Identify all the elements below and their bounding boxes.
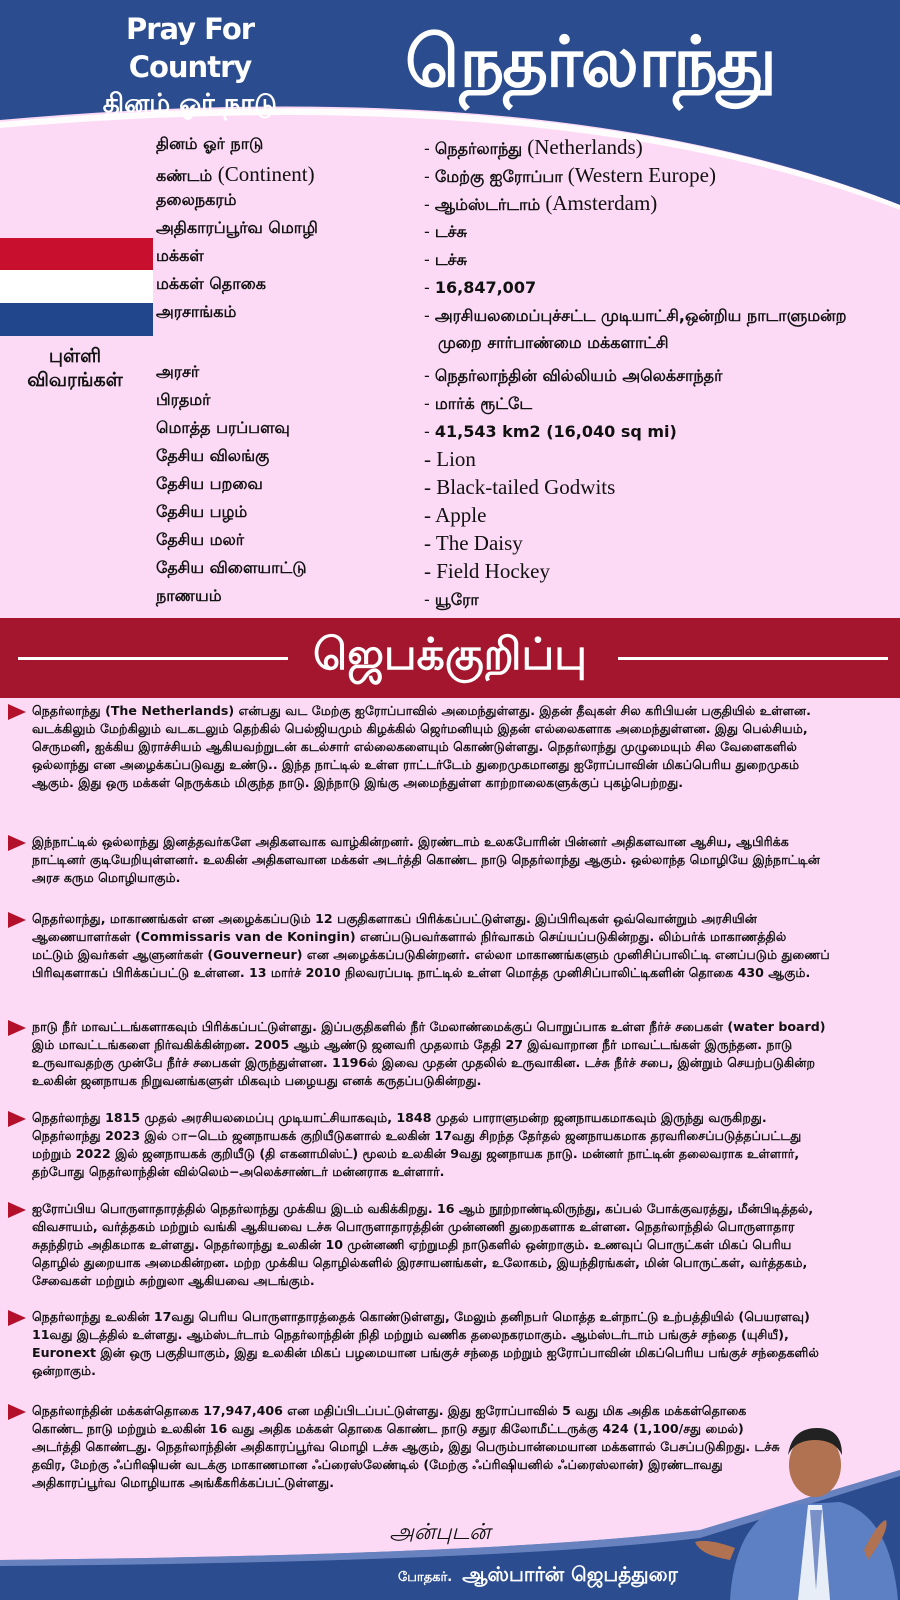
fact-key: தலைநகரம்	[156, 190, 237, 209]
fact-value: - அரசியலமைப்புச்சட்ட முடியாட்சி,ஒன்றிய நாடாளுமன்ற முறை சார்பாண்மை மக்களாட்சி	[424, 306, 847, 352]
bullet-arrow-icon	[8, 1404, 26, 1420]
fact-value: - Field Hockey	[424, 559, 550, 583]
bullet-arrow-icon	[8, 1310, 26, 1326]
fact-key: தேசிய பறவை	[156, 474, 263, 493]
paragraph: நெதர்லாந்தின் மக்கள்தொகை 17,947,406 என மதிப்பிடப்பட்டுள்ளது. இது ஐரோப்பாவில் 5 வது மிக அதிக மக்கள்தொகை கொண்ட நாடு மற்றும் உலகின் 16 வது அதிக மக்கள் தொகை கொண்ட நாடு சதுர கிலோமீட்டருக்கு 424 (1,100/சது மைல்) அடர்த்தி கொண்டது. நெதர்லாந்தின் அதிகாரப்பூர்வ மொழி டச்சு ஆகும், இது பெரும்பான்மையான மக்களால் பேசப்படுகிறது. டச்சு தவிர, மேற்கு ஃப்ரிஷியன் வடக்கு மாகாணமான ஃப்ரைஸ்லேண்டில் (மேற்கு ஃப்ரிஷியனில் ஃப்ரைஸ்லான்) இரண்டாவது அதிகாரப்பூர்வ மொழியாக அங்கீகரிக்கப்பட்டுள்ளது.	[32, 1403, 780, 1490]
fact-value: - ஆம்ஸ்டர்டாம் (Amsterdam)	[424, 191, 658, 215]
paragraph: நெதர்லாந்து 1815 முதல் அரசியலமைப்பு முடியாட்சியாகவும், 1848 முதல் பாராளுமன்ற ஜனநாயகமாகவும் இருந்து வருகிறது. நெதர்லாந்து 2023 இல் ா−டெம் ஜனநாயகக் குறியீடுகளால் உலகின் 17வது சிறந்த தேர்தல் ஜனநாயகமாக தரவரிசைப்படுத்தப்பட்டது மற்றும் 2022 இல் ஜனநாயகக் குறியீடு (தி எகனாமிஸ்ட்) மூலம் உலகின் 9வது ஜனநாயக நாடு. மன்னர் நாட்டின் தலைவராக உள்ளார், தற்போது நெதர்லாந்தின் வில்லெம்−அலெக்சாண்டர் மன்னராக உள்ளார்.	[32, 1110, 802, 1179]
fact-value: - 16,847,007	[424, 278, 537, 297]
fact-key: தினம் ஓர் நாடு	[156, 134, 264, 153]
fact-value: - மேற்கு ஐரோப்பா (Western Europe)	[424, 163, 716, 187]
fact-value: - டச்சு	[424, 250, 467, 269]
pastor-photo	[690, 1410, 900, 1600]
fact-value: - Lion	[424, 447, 476, 471]
fact-key: நாணயம்	[156, 586, 222, 605]
pastor-name: ஆஸ்பார்ன் ஜெபத்துரை	[462, 1562, 678, 1586]
fact-key: அரசர்	[156, 362, 200, 381]
pastor-name-line	[398, 1562, 678, 1589]
country-title: நெதர்லாந்து	[405, 21, 775, 103]
fact-key: பிரதமர்	[156, 390, 211, 409]
header-title-en: Pray For Country	[125, 12, 255, 84]
facts-label: புள்ளி விவரங்கள்	[27, 345, 123, 391]
fact-value: - மார்க் ரூட்டே	[424, 394, 533, 413]
fact-key: மொத்த பரப்பளவு	[156, 418, 290, 437]
fact-value: - யூரோ	[424, 590, 479, 609]
fact-value: - நெதர்லாந்து (Netherlands)	[424, 135, 643, 159]
prayer-section-banner	[0, 618, 900, 698]
header-title-ta: தினம் ஓர் நாடு	[102, 89, 278, 119]
bullet-arrow-icon	[8, 835, 26, 851]
paragraph: ஐரோப்பிய பொருளாதாரத்தில் நெதர்லாந்து முக்கிய இடம் வகிக்கிறது. 16 ஆம் நூற்றாண்டிலிருந்து, கப்பல் போக்குவரத்து, மீன்பிடித்தல், விவசாயம், வர்த்தகம் மற்றும் வங்கி ஆகியவை டச்சு பொருளாதாரத்தின் முன்னணி துறைகளாக உள்ளன. நெதர்லாந்தில் பொருளாதார சுதந்திரம் அதிகமாக உள்ளது. நெதர்லாந்து உலகின் 10 முன்னணி ஏற்றுமதி நாடுகளில் ஒன்றாகும். உணவுப் பொருட்கள் மிகப் பெரிய தொழில் துறையாக அமைகின்றன. மற்ற முக்கிய தொழில்களில் இரசாயனங்கள், உலோகம், இயந்திரங்கள், மின் பொருட்கள், வர்த்தகம், சேவைகள் மற்றும் சுற்றுலா ஆகியவை அடங்கும்.	[32, 1201, 814, 1288]
fact-value: - நெதர்லாந்தின் வில்லியம் அலெக்சாந்தர்	[424, 366, 723, 385]
bullet-arrow-icon	[8, 1020, 26, 1036]
pastor-title: போதகர்.	[398, 1570, 453, 1585]
fact-key: மக்கள்	[156, 246, 204, 265]
paragraph: நெதர்லாந்து உலகின் 17வது பெரிய பொருளாதாரத்தைக் கொண்டுள்ளது, மேலும் தனிநபர் மொத்த உள்நாட்டு உற்பத்தியில் (பெயரளவு) 11வது இடத்தில் உள்ளது. ஆம்ஸ்டர்டாம் நெதர்லாந்தின் நிதி மற்றும் வணிக தலைநகரமாகும். ஆம்ஸ்டர்டாம் பங்குச் சந்தை (யுசியீ), Euronext இன் ஒரு பகுதியாகும், இது உலகின் மிகப் பழமையான பங்குச் சந்தை மற்றும் ஐரோப்பாவின் மிகப்பெரிய பங்குச் சந்தைகளில் ஒன்றாகும்.	[32, 1309, 819, 1378]
bullet-arrow-icon	[8, 1202, 26, 1218]
fact-value: - டச்சு	[424, 222, 467, 241]
paragraph: நெதர்லாந்து (The Netherlands) என்பது வட மேற்கு ஐரோப்பாவில் அமைந்துள்ளது. இதன் தீவுகள் சில கரிபியன் பகுதியில் உள்ளன. வடக்கிலும் மேற்கிலும் வடகடலும் தெற்கில் பெல்ஜியமும் கிழக்கில் ஜெர்மனியும் இதன் எல்லைகளாக அமைந்துள்ளன. இது பெல்சியம், செருமனி, ஐக்கிய இராச்சியம் ஆகியவற்றுடன் கடல்சார் எல்லைகளையும் கொண்டுள்ளது. நெதர்லாந்து முழுமையும் சில வேளைகளில் ஒல்லாந்து என அழைக்கப்படுவது உண்டு.. இந்த நாட்டில் உள்ள ராட்டர்டேம் துறைமுகமானது ஐரோப்பாவின் மிகப்பெரிய துறைமுகம் ஆகும். இது ஒரு மக்கள் நெருக்கம் மிகுந்த நாடு. இந்நாடு இங்கு அமைந்துள்ள காற்றாலைகளுக்குப் புகழ்பெற்றது.	[32, 703, 811, 790]
fact-key: தேசிய விளையாட்டு	[156, 558, 307, 577]
bullet-arrow-icon	[8, 912, 26, 928]
fact-key: அதிகாரப்பூர்வ மொழி	[156, 218, 318, 237]
signature: அன்புடன்	[389, 1520, 491, 1545]
fact-value: - Black-tailed Godwits	[424, 475, 616, 499]
section-title: ஜெபக்குறிப்பு	[312, 629, 587, 680]
paragraph: நாடு நீர் மாவட்டங்களாகவும் பிரிக்கப்பட்டுள்ளது. இப்பகுதிகளில் நீர் மேலாண்மைக்குப் பொறுப்பாக உள்ள நீர்ச் சபைகள் (water board) இம் மாவட்டங்களை நிர்வகிக்கின்றன. 2005 ஆம் ஆண்டு ஜனவரி முதலாம் தேதி 27 இவ்வாறான நீர் மாவட்டங்கள் இருந்தன. நாடு உருவாவதற்கு முன்பே நீர்ச் சபைகள் இருந்துள்ளன. 1196ல் இவை முதன் முதலில் உருவாகின. டச்சு நீர்ச் சபை, இன்றும் செயற்படுகின்ற உலகின் ஜனநாயக நிறுவனங்களுள் மிகவும் பழையது எனக் கருதப்படுகின்றது.	[32, 1019, 826, 1088]
header-left	[70, 10, 310, 122]
netherlands-flag-icon	[0, 238, 153, 336]
paragraph: நெதர்லாந்து, மாகாணங்கள் என அழைக்கப்படும் 12 பகுதிகளாகப் பிரிக்கப்பட்டுள்ளது. இப்பிரிவுகள் ஒவ்வொன்றும் அரசியின் ஆணையாளர்கள் (Commissaris van de Koningin) எனப்படுபவர்களால் நிர்வாகம் செய்யப்படுகின்றது. லிம்பர்க் மாகாணத்தில் மட்டும் இவர்கள் ஆளுனர்கள் (Gouverneur) என அழைக்கப்படுகின்றனர். எல்லா மாகாணங்களும் முனிசிப்பாலிட்டி எனப்படும் துணைப் பிரிவுகளாகப் பிரிக்கப்பட்டு உள்ளன. 13 மார்ச் 2010 நிலவரப்படி நாட்டில் உள்ள மொத்த முனிசிப்பாலிட்டிகளின் தொகை 430 ஆகும்.	[32, 911, 830, 980]
fact-value: - Apple	[424, 503, 487, 527]
fact-key: மக்கள் தொகை	[156, 274, 266, 293]
fact-key: தேசிய பழம்	[156, 502, 248, 521]
fact-key: அரசாங்கம்	[156, 302, 237, 321]
fact-value: - 41,543 km2 (16,040 sq mi)	[424, 422, 677, 441]
fact-key: தேசிய மலர்	[156, 530, 245, 549]
fact-key: தேசிய விலங்கு	[156, 446, 270, 465]
paragraph: இந்நாட்டில் ஒல்லாந்து இனத்தவர்களே அதிகளவாக வாழ்கின்றனர். இரண்டாம் உலகபோரின் பின்னர் அதிகளவான ஆசிய, ஆபிரிக்க நாட்டினர் குடியேறியுள்ளனர். உலகின் அதிகளவான மக்கள் அடர்த்தி கொண்ட நாடு நெதர்லாந்து ஆகும். ஒல்லாந்த மொழியே இந்நாட்டின் அரச கரும மொழியாகும்.	[32, 834, 820, 885]
fact-key: கண்டம் (Continent)	[156, 162, 315, 186]
bullet-arrow-icon	[8, 704, 26, 720]
bullet-arrow-icon	[8, 1111, 26, 1127]
fact-value: - The Daisy	[424, 531, 523, 555]
